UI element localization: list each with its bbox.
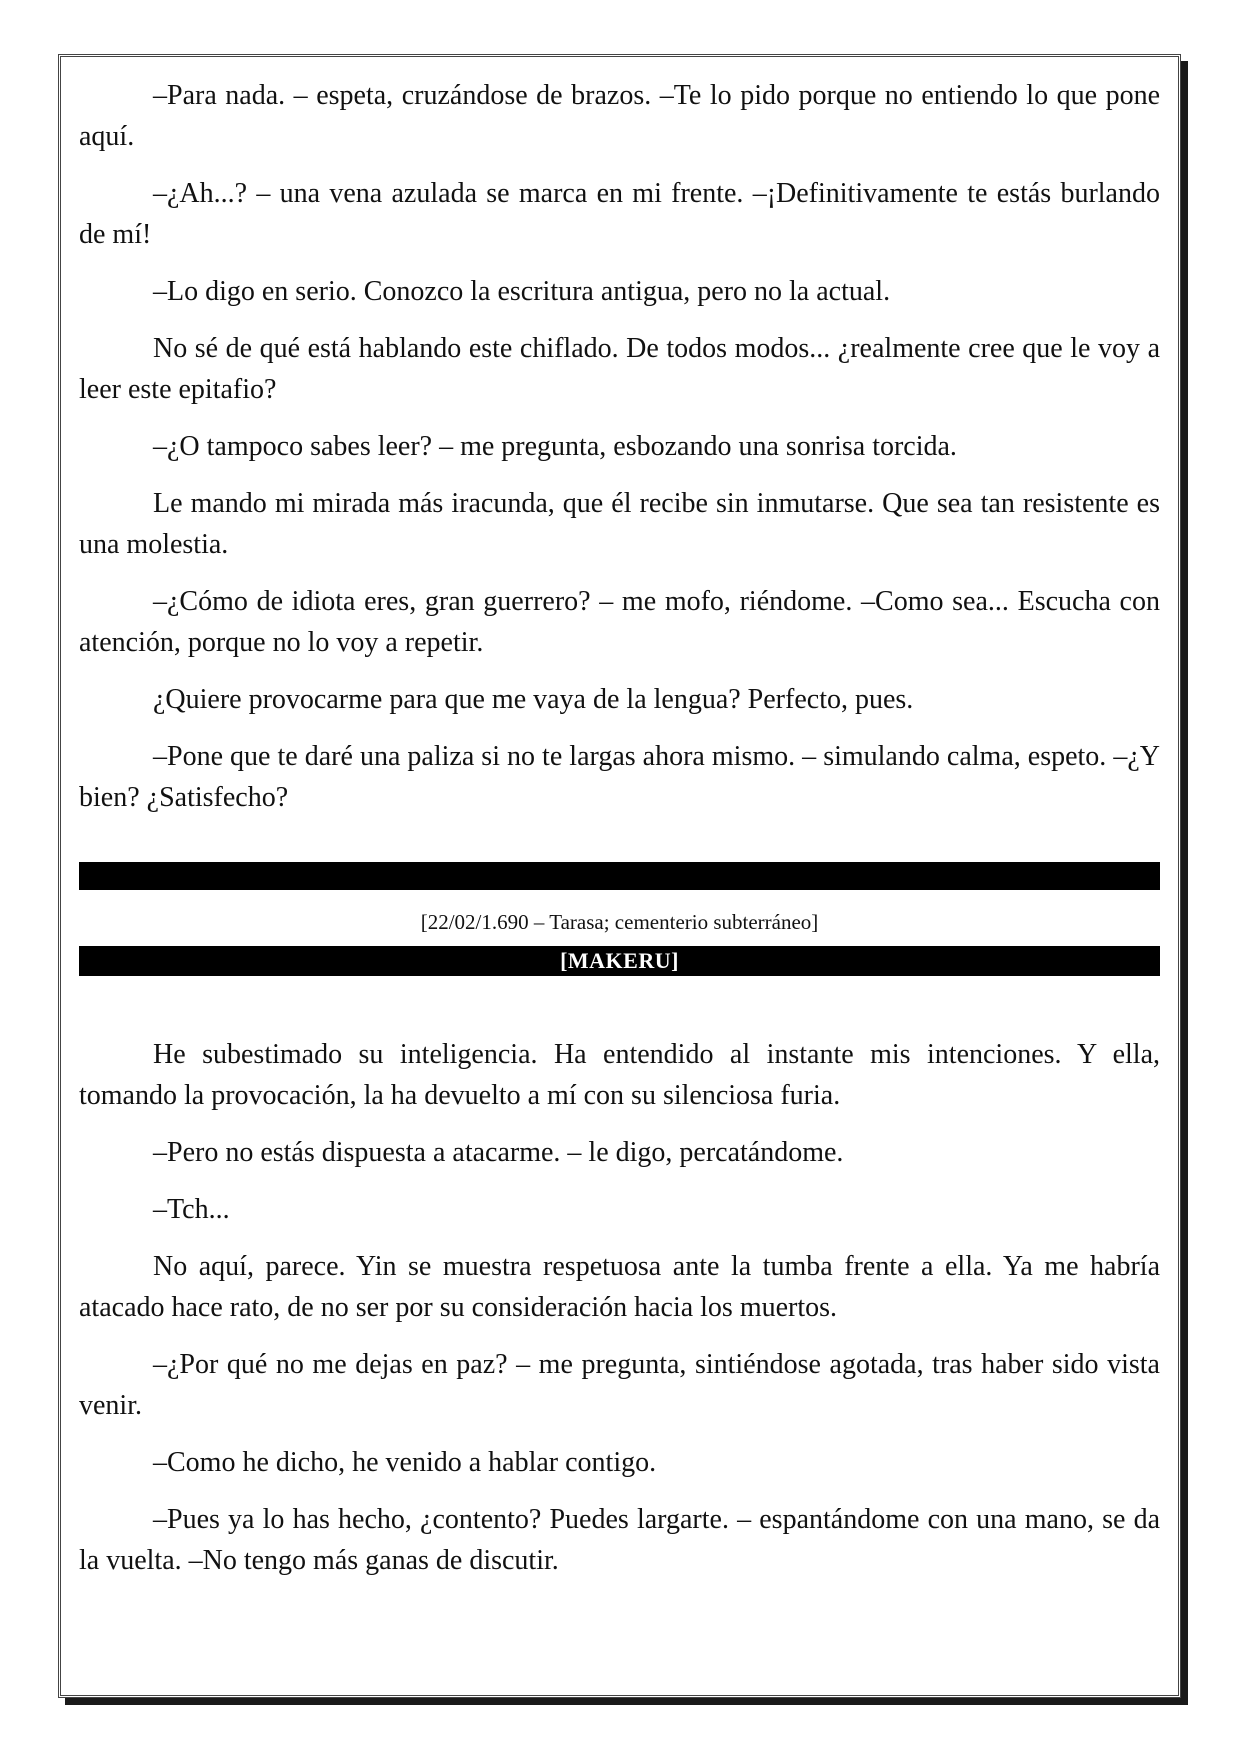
paragraph: –¿Por qué no me dejas en paz? – me pregunta, sintiéndose agotada, tras haber sido vista venir. [79,1349,1160,1421]
paragraph: –Como he dicho, he venido a hablar contigo. [153,1447,657,1478]
paragraph: –Lo digo en serio. Conozco la escritura antigua, pero no la actual. [153,276,891,307]
paragraph: –¿O tampoco sabes leer? – me pregunta, esbozando una sonrisa torcida. [153,431,957,462]
paragraph: No sé de qué está hablando este chiflado. De todos modos... ¿realmente cree que le voy a leer este epitafio? [79,333,1160,405]
speaker-banner: [MAKERU] [79,946,1160,976]
page-frame [58,54,1181,1698]
paragraph: Le mando mi mirada más iracunda, que él recibe sin inmutarse. Que sea tan resistente es una molestia. [79,488,1160,560]
paragraph: –Tch... [153,1194,230,1225]
paragraph: ¿Quiere provocarme para que me vaya de la lengua? Perfecto, pues. [153,684,914,715]
paragraph: No aquí, parece. Yin se muestra respetuosa ante la tumba frente a ella. Ya me habría atacado hace rato, de no ser por su consideración hacia los muertos. [79,1251,1160,1323]
page-content [79,75,1160,1597]
paragraph: –Pero no estás dispuesta a atacarme. – le digo, percatándome. [153,1137,844,1168]
spacer [79,976,1160,1034]
paragraph: –Pone que te daré una paliza si no te largas ahora mismo. – simulando calma, espeto. –¿Y bien? ¿Satisfecho? [79,741,1160,813]
paragraph: –Pues ya lo has hecho, ¿contento? Puedes largarte. – espantándome con una mano, se da la vuelta. –No tengo más ganas de discutir. [79,1504,1160,1576]
paragraph: He subestimado su inteligencia. Ha entendido al instante mis intenciones. Y ella, tomando la provocación, la ha devuelto a mí con su silenciosa furia. [79,1039,1160,1111]
scene-date-location: [22/02/1.690 – Tarasa; cementerio subterráneo] [420,910,819,934]
paragraph: –¿Ah...? – una vena azulada se marca en mi frente. –¡Definitivamente te estás burlando de mí! [79,178,1160,250]
scene-divider [79,862,1160,890]
paragraph: –¿Cómo de idiota eres, gran guerrero? – me mofo, riéndome. –Como sea... Escucha con atención, porque no lo voy a repetir. [79,586,1160,658]
paragraph: –Para nada. – espeta, cruzándose de brazos. –Te lo pido porque no entiendo lo que pone aquí. [79,80,1160,152]
